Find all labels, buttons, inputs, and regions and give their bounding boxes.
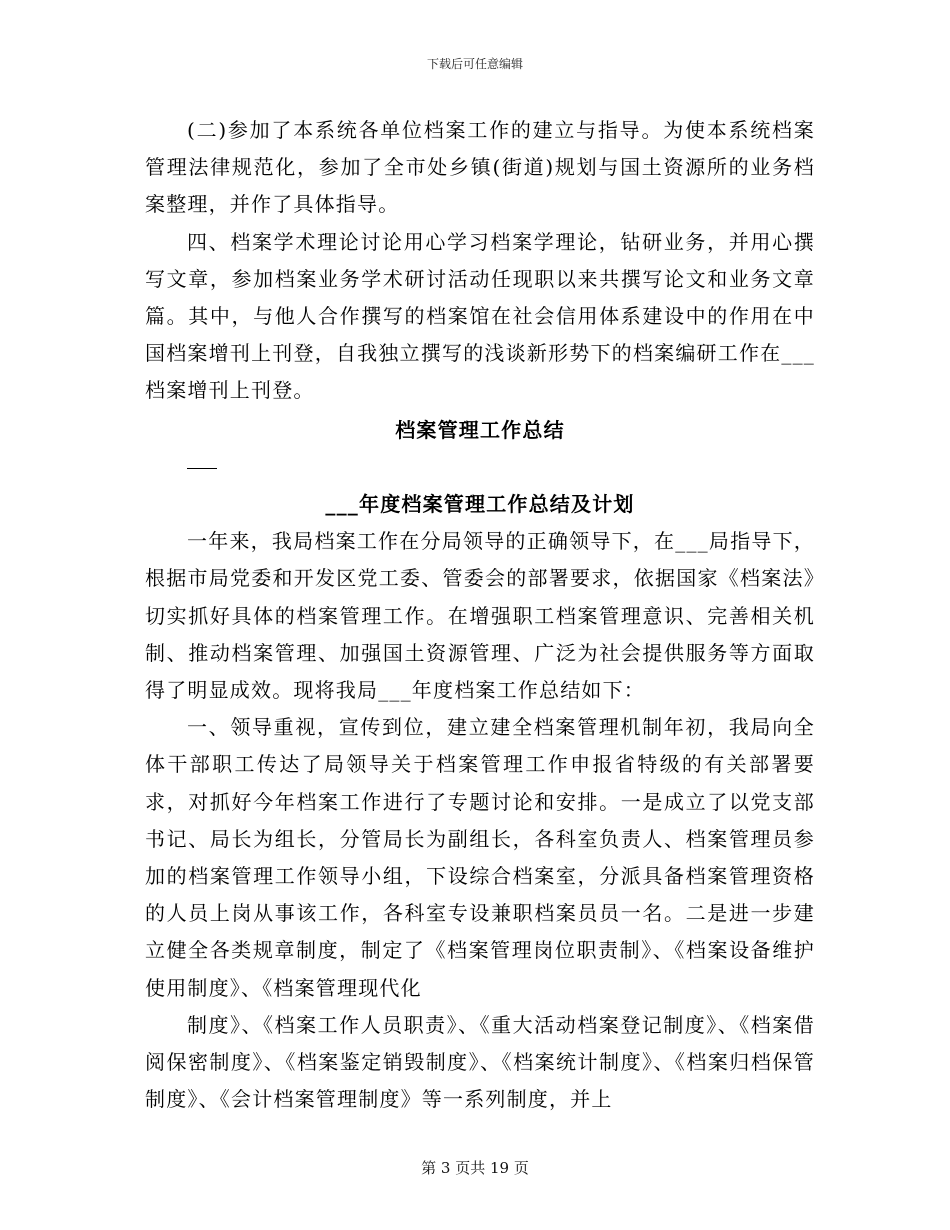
paragraph-regulations-list: 制度》、《档案工作人员职责》、《重大活动档案登记制度》、《档案借阅保密制度》、《档案鉴定销毁制度》、《档案统计制度》、《档案归档保管制度》、《会计档案管理制度》等一系列制度，并上	[145, 1012, 815, 1112]
blank-underline-mark	[187, 468, 217, 469]
paragraph-leadership-mechanism: 一、领导重视，宣传到位，建立建全档案管理机制年初，我局向全体干部职工传达了局领导关于档案管理工作申报省特级的有关部署要求，对抓好今年档案工作进行了专题讨论和安排。一是成立了以党支部书记、局长为组长，分管局长为副组长，各科室负责人、档案管理员参加的档案管理工作领导小组，下设综合档案室，分派具备档案管理资格的人员上岗从事该工作，各科室专设兼职档案员员一名。二是进一步建立健全各类规章制度，制定了《档案管理岗位职责制》、《档案设备维护使用制度》、《档案管理现代化	[145, 715, 815, 1000]
page-number: 第 3 页共 19 页	[421, 1159, 529, 1177]
blank-underline	[145, 449, 815, 486]
paragraph-archive-guidance: (二)参加了本系统各单位档案工作的建立与指导。为使本系统档案管理法律规范化，参加了全市处乡镇(街道)规划与国土资源所的业务档案整理，并作了具体指导。	[145, 118, 815, 217]
section-title: ___年度档案管理工作总结及计划	[325, 492, 635, 517]
paragraph-year-overview: 一年来，我局档案工作在分局领导的正确领导下，在___局指导下，根据市局党委和开发区党工委、管委会的部署要求，依据国家《档案法》切实抓好具体的档案管理工作。在增强职工档案管理意识、完善相关机制、推动档案管理、加强国土资源管理、广泛为社会提供服务等方面取得了明显成效。现将我局___年度档案工作总结如下：	[145, 529, 815, 703]
document-body	[145, 112, 815, 1118]
page-header-note: 下载后可任意编辑	[426, 57, 523, 71]
document-title: 档案管理工作总结	[395, 417, 565, 442]
paragraph-academic-research: 四、档案学术理论讨论用心学习档案学理论，钻研业务，并用心撰写文章，参加档案业务学术研讨活动任现职以来共撰写论文和业务文章篇。其中，与他人合作撰写的档案馆在社会信用体系建设中的作用在中国档案增刊上刊登，自我独立撰写的浅谈新形势下的档案编研工作在___档案增刊上刊登。	[145, 229, 815, 403]
